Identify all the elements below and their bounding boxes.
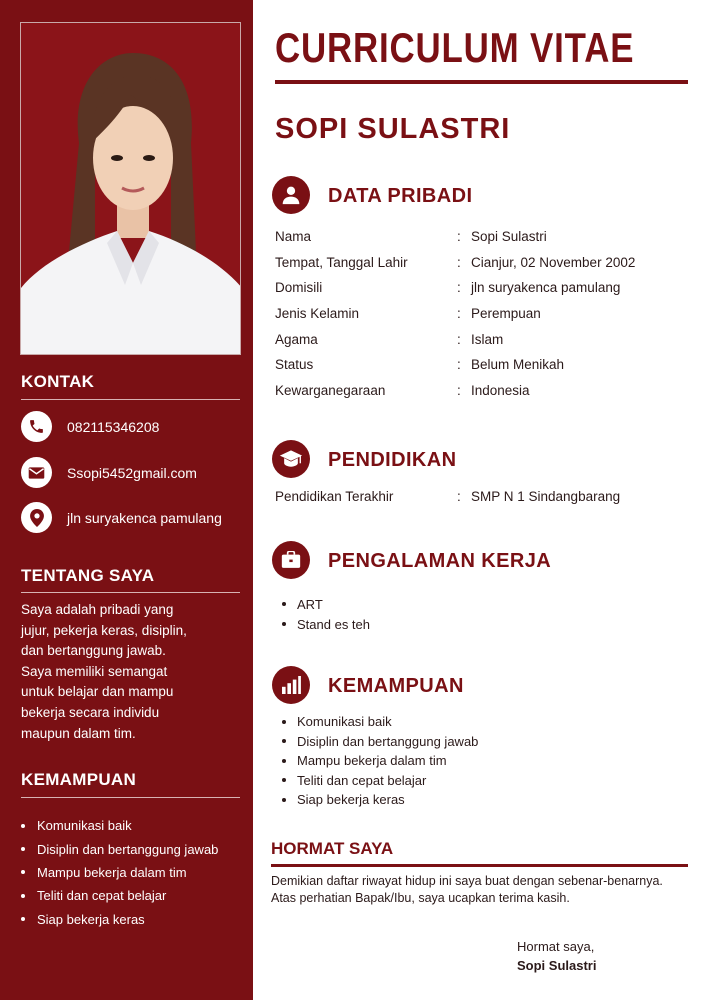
field-value: SMP N 1 Sindangbarang <box>471 489 621 504</box>
signature-name: Sopi Sulastri <box>517 958 597 973</box>
divider <box>21 592 240 593</box>
about-heading: TENTANG SAYA <box>21 566 155 585</box>
signature-label: Hormat saya, <box>517 939 595 954</box>
field-label: Status <box>275 357 314 372</box>
field-value: Indonesia <box>471 383 530 398</box>
personal-row <box>275 229 547 244</box>
contact-email <box>21 457 197 488</box>
closing-line: Atas perhatian Bapak/Ibu, saya ucapkan terima kasih. <box>271 891 570 905</box>
field-value: Cianjur, 02 November 2002 <box>471 255 636 270</box>
closing-line: Demikian daftar riwayat hidup ini saya buat dengan sebenar-benarnya. <box>271 874 663 888</box>
field-separator: : <box>457 229 461 244</box>
list-item: Mampu bekerja dalam tim <box>282 751 478 771</box>
personal-row <box>275 383 530 398</box>
divider <box>21 797 240 798</box>
personal-row <box>275 332 503 347</box>
list-item: Komunikasi baik <box>21 814 218 837</box>
list-item: Teliti dan cepat belajar <box>282 771 478 791</box>
field-value: Sopi Sulastri <box>471 229 547 244</box>
field-separator: : <box>457 280 461 295</box>
profile-photo <box>20 22 241 355</box>
field-label: Tempat, Tanggal Lahir <box>275 255 408 270</box>
personal-data-heading: DATA PRIBADI <box>328 185 473 207</box>
list-item: ART <box>282 594 370 614</box>
applicant-name: SOPI SULASTRI <box>275 113 511 145</box>
field-label: Jenis Kelamin <box>275 306 360 321</box>
page-title: CURRICULUM VITAE <box>275 24 635 71</box>
title-divider <box>275 80 688 84</box>
briefcase-icon <box>272 541 310 579</box>
closing-divider <box>271 864 688 867</box>
about-line: bekerja secara individu <box>21 704 160 720</box>
phone-number: 082115346208 <box>67 418 160 435</box>
personal-row <box>275 255 635 270</box>
field-separator: : <box>457 383 461 398</box>
closing-heading: HORMAT SAYA <box>271 839 394 858</box>
sidebar-skills-heading: KEMAMPUAN <box>21 770 137 789</box>
list-item: Disiplin dan bertanggung jawab <box>21 837 218 860</box>
divider <box>21 399 240 400</box>
field-separator: : <box>457 255 461 270</box>
bar-chart-icon <box>272 666 310 704</box>
list-item: Disiplin dan bertanggung jawab <box>282 732 478 752</box>
personal-row <box>275 280 620 295</box>
field-label: Nama <box>275 229 312 244</box>
about-line: Saya adalah pribadi yang <box>21 602 174 617</box>
field-value: jln suryakenca pamulang <box>471 280 621 295</box>
about-line: maupun dalam tim. <box>21 725 136 741</box>
about-line: jujur, pekerja keras, disiplin, <box>21 622 187 638</box>
phone-icon <box>21 411 52 442</box>
personal-row <box>275 357 564 372</box>
about-line: dan bertanggung jawab. <box>21 643 166 659</box>
email-address: Ssopi5452gmail.com <box>67 464 197 481</box>
sidebar <box>0 0 253 1000</box>
field-label: Domisili <box>275 280 323 295</box>
contact-address <box>21 502 222 533</box>
field-value: Belum Menikah <box>471 357 565 372</box>
sidebar-skills-list <box>21 814 218 931</box>
education-row <box>275 489 620 504</box>
contact-heading: KONTAK <box>21 372 95 391</box>
closing-text <box>271 873 701 907</box>
field-separator: : <box>457 332 461 347</box>
personal-row <box>275 306 541 321</box>
field-label: Pendidikan Terakhir <box>275 489 394 504</box>
list-item: Mampu bekerja dalam tim <box>21 861 218 884</box>
field-value: Islam <box>471 332 504 347</box>
education-heading: PENDIDIKAN <box>328 449 457 471</box>
list-item: Siap bekerja keras <box>21 908 218 931</box>
field-separator: : <box>457 306 461 321</box>
list-item: Teliti dan cepat belajar <box>21 884 218 907</box>
list-item: Stand es teh <box>282 614 370 634</box>
field-separator: : <box>457 357 461 372</box>
mail-icon <box>21 457 52 488</box>
graduation-cap-icon <box>272 440 310 478</box>
list-item: Siap bekerja keras <box>282 790 478 810</box>
experience-list <box>282 594 370 634</box>
skills-heading: KEMAMPUAN <box>328 675 464 697</box>
contact-phone <box>21 411 159 442</box>
experience-heading: PENGALAMAN KERJA <box>328 550 552 572</box>
about-line: untuk belajar dan mampu <box>21 684 174 700</box>
field-label: Agama <box>275 332 318 347</box>
list-item: Komunikasi baik <box>282 712 478 732</box>
field-separator: : <box>457 489 461 504</box>
skills-list <box>282 712 478 810</box>
field-value: Perempuan <box>471 306 541 321</box>
about-text <box>21 600 221 744</box>
person-icon <box>272 176 310 214</box>
about-line: Saya memiliki semangat <box>21 663 168 679</box>
location-pin-icon <box>21 502 52 533</box>
field-label: Kewarganegaraan <box>275 383 386 398</box>
address-text: jln suryakenca pamulang <box>67 509 222 526</box>
